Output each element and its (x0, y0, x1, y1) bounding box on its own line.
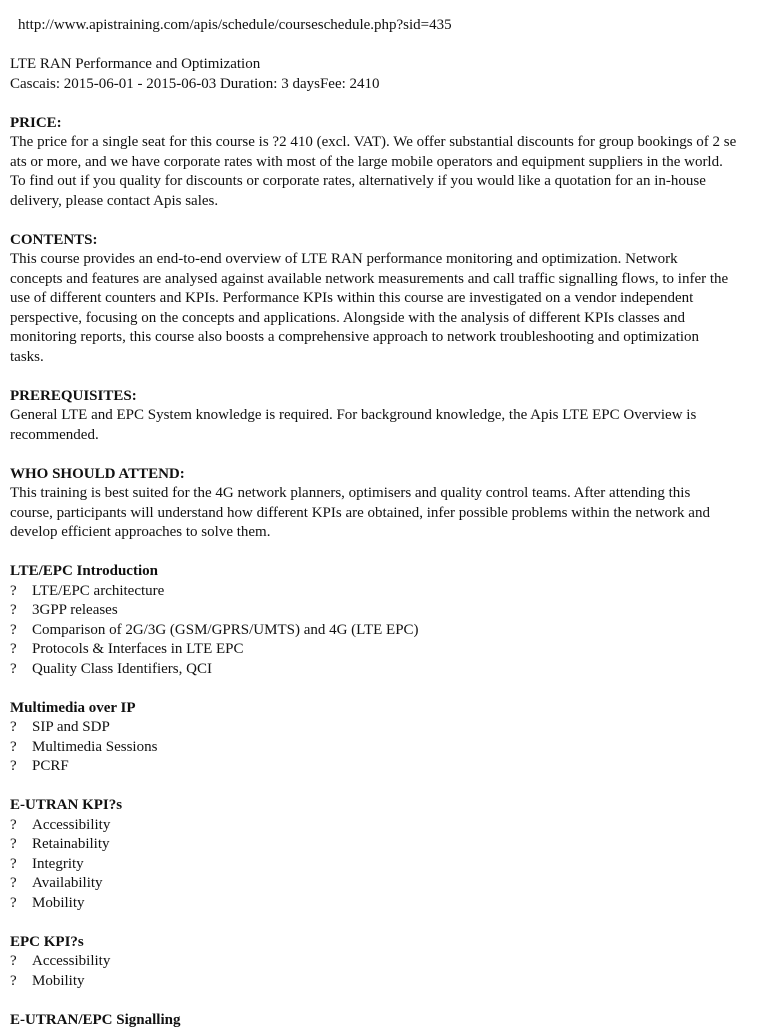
prerequisites-line: recommended. (10, 426, 766, 446)
list-item (10, 874, 766, 894)
list-item-text: Accessibility (32, 816, 110, 836)
topic-list (10, 718, 766, 777)
bullet-glyph: ? (10, 835, 32, 855)
topic-section (10, 699, 766, 777)
bullet-glyph: ? (10, 660, 32, 680)
page-url: http://www.apistraining.com/apis/schedule/courseschedule.php?sid=435 (18, 16, 766, 36)
list-item (10, 972, 766, 992)
contents-heading: CONTENTS: (10, 231, 766, 251)
topic-heading: E-UTRAN KPI?s (10, 796, 766, 816)
bullet-glyph: ? (10, 816, 32, 836)
list-item-text: Mobility (32, 972, 85, 992)
list-item (10, 835, 766, 855)
list-item-text: Multimedia Sessions (32, 738, 157, 758)
list-item-text: LTE/EPC architecture (32, 582, 164, 602)
price-line: ats or more, and we have corporate rates with most of the large mobile operators and equipment suppliers in the world. (10, 153, 766, 173)
contents-line: use of different counters and KPIs. Performance KPIs within this course are investigated on a vendor independent (10, 289, 766, 309)
who-heading: WHO SHOULD ATTEND: (10, 465, 766, 485)
contents-line: monitoring reports, this course also boosts a comprehensive approach to network troubleshooting and optimization (10, 328, 766, 348)
bullet-glyph: ? (10, 738, 32, 758)
topic-section (10, 1011, 766, 1030)
price-heading: PRICE: (10, 114, 766, 134)
list-item (10, 640, 766, 660)
list-item-text: Comparison of 2G/3G (GSM/GPRS/UMTS) and 4G (LTE EPC) (32, 621, 419, 641)
bullet-glyph: ? (10, 621, 32, 641)
topic-list (10, 952, 766, 991)
price-line: To find out if you quality for discounts or corporate rates, alternatively if you would like a quotation for an in-house (10, 172, 766, 192)
bullet-glyph: ? (10, 855, 32, 875)
list-item-text: 3GPP releases (32, 601, 118, 621)
list-item-text: Retainability (32, 835, 109, 855)
list-item (10, 601, 766, 621)
list-item-text: Mobility (32, 894, 85, 914)
topic-heading: LTE/EPC Introduction (10, 562, 766, 582)
list-item-text: Quality Class Identifiers, QCI (32, 660, 212, 680)
contents-line: tasks. (10, 348, 766, 368)
bullet-glyph: ? (10, 894, 32, 914)
contents-line: This course provides an end-to-end overview of LTE RAN performance monitoring and optimization. Network (10, 250, 766, 270)
bullet-glyph: ? (10, 601, 32, 621)
list-item (10, 718, 766, 738)
list-item (10, 621, 766, 641)
topic-section (10, 796, 766, 913)
bullet-glyph: ? (10, 582, 32, 602)
list-item-text: Integrity (32, 855, 84, 875)
topic-heading: EPC KPI?s (10, 933, 766, 953)
prerequisites-heading: PREREQUISITES: (10, 387, 766, 407)
topic-list (10, 582, 766, 680)
contents-line: perspective, focusing on the concepts and applications. Alongside with the analysis of different KPIs classes and (10, 309, 766, 329)
list-item (10, 757, 766, 777)
list-item-text: Protocols & Interfaces in LTE EPC (32, 640, 244, 660)
list-item-text: PCRF (32, 757, 69, 777)
bullet-glyph: ? (10, 952, 32, 972)
price-line: The price for a single seat for this course is ?2 410 (excl. VAT). We offer substantial discounts for group bookings of 2 se (10, 133, 766, 153)
bullet-glyph: ? (10, 718, 32, 738)
list-item-text: Accessibility (32, 952, 110, 972)
who-line: course, participants will understand how different KPIs are obtained, infer possible problems within the network and (10, 504, 766, 524)
topic-list (10, 816, 766, 914)
contents-section (10, 231, 766, 368)
list-item-text: Availability (32, 874, 103, 894)
prerequisites-line: General LTE and EPC System knowledge is required. For background knowledge, the Apis LTE EPC Overview is (10, 406, 766, 426)
document-page (10, 16, 766, 1030)
who-line: develop efficient approaches to solve them. (10, 523, 766, 543)
course-details: Cascais: 2015-06-01 - 2015-06-03 Duration: 3 daysFee: 2410 (10, 75, 766, 95)
topic-section (10, 933, 766, 992)
price-line: delivery, please contact Apis sales. (10, 192, 766, 212)
who-should-attend-section (10, 465, 766, 543)
list-item-text: SIP and SDP (32, 718, 110, 738)
contents-line: concepts and features are analysed against available network measurements and call traffic signalling flows, to infer the (10, 270, 766, 290)
bullet-glyph: ? (10, 972, 32, 992)
list-item (10, 855, 766, 875)
list-item (10, 660, 766, 680)
list-item (10, 582, 766, 602)
list-item (10, 952, 766, 972)
bullet-glyph: ? (10, 757, 32, 777)
list-item (10, 816, 766, 836)
who-line: This training is best suited for the 4G network planners, optimisers and quality control teams. After attending this (10, 484, 766, 504)
price-section (10, 114, 766, 212)
bullet-glyph: ? (10, 874, 32, 894)
topic-section (10, 562, 766, 679)
prerequisites-section (10, 387, 766, 446)
topic-heading: Multimedia over IP (10, 699, 766, 719)
topic-heading: E-UTRAN/EPC Signalling (10, 1011, 766, 1030)
list-item (10, 738, 766, 758)
course-info (10, 55, 766, 94)
bullet-glyph: ? (10, 640, 32, 660)
list-item (10, 894, 766, 914)
course-title: LTE RAN Performance and Optimization (10, 55, 766, 75)
